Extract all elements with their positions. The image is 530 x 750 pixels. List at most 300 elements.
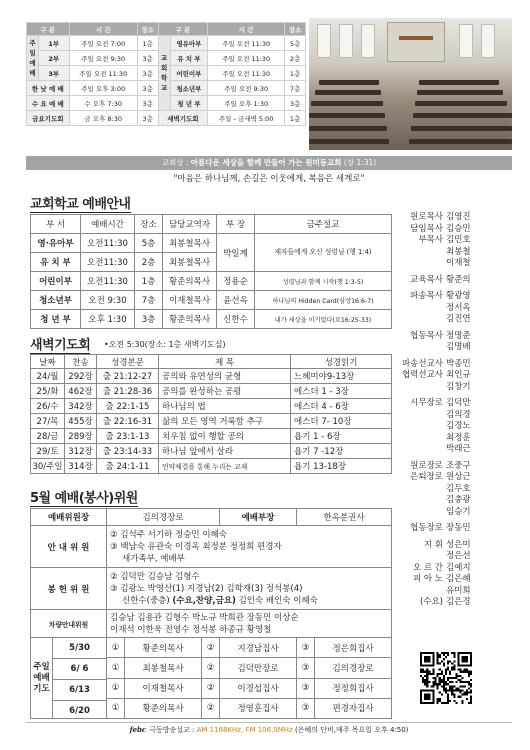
- car-members-1: 김승남 김용관 김형수 박노규 박희관 장동민 이상순: [110, 612, 299, 623]
- qr-module: [441, 673, 443, 675]
- footer-broadcast: [26, 722, 512, 736]
- qr-module: [470, 702, 472, 704]
- school-head: 정용순: [217, 272, 255, 291]
- qr-module: [464, 681, 466, 683]
- staff-role: 협동장로: [410, 523, 443, 533]
- committee-title-text: 5월 예배(봉사)위원: [30, 491, 138, 506]
- staff-row: [400, 303, 510, 315]
- school-group-label: 교회학교: [158, 36, 170, 111]
- qr-module: [455, 702, 457, 704]
- staff-role: 은퇴장로: [410, 472, 443, 482]
- qr-module: [443, 702, 445, 704]
- qr-module: [455, 673, 457, 675]
- staff-row: [400, 540, 510, 552]
- qr-module: [422, 679, 424, 681]
- col-header: 부 서: [31, 215, 81, 234]
- service-place: 3층: [137, 111, 158, 126]
- staff-name: 최인규: [446, 370, 471, 380]
- qr-module: [439, 698, 441, 700]
- qr-module: [445, 673, 447, 675]
- qr-module: [470, 698, 472, 700]
- offering-members-3: 김광노 박영산(1) 지경남(2) 김학재(3) 정석봉(4): [120, 583, 303, 594]
- col-header: 시 간: [208, 23, 285, 36]
- staff-row: [400, 551, 510, 563]
- school-sermon: 내가 세상을 이기었다(요16:25-33): [255, 310, 392, 329]
- qr-module: [470, 673, 472, 675]
- dawn-reading: 에스더 7- 10장: [291, 414, 392, 429]
- qr-module: [445, 652, 447, 654]
- staff-role: [400, 342, 446, 354]
- col-header: 구 분: [158, 23, 208, 36]
- qr-module: [443, 662, 445, 664]
- dawn-reading: 욥기 7 -12장: [291, 444, 392, 459]
- prayer-person: 김의경장로: [315, 658, 392, 678]
- qr-module: [443, 677, 445, 679]
- qr-module: [470, 692, 472, 694]
- service-name: 금요기도회: [27, 111, 70, 126]
- qr-module: [447, 696, 449, 698]
- footer-frequency: AM 1188KHz, FM 106.9MHz: [196, 726, 293, 734]
- qr-module: [460, 692, 462, 694]
- staff-role: 부목사: [418, 235, 443, 245]
- qr-module: [441, 652, 443, 654]
- service-name: 영유아부: [170, 36, 208, 51]
- footer-schedule: (은혜의 단비,매주 목요일 오후 4:50): [292, 726, 409, 734]
- qr-module: [426, 681, 428, 683]
- qr-module: [468, 675, 470, 677]
- qr-module: [443, 689, 445, 691]
- prayer-date: 6/20: [69, 706, 90, 716]
- staff-row: [400, 523, 510, 535]
- qr-module: [443, 683, 445, 685]
- qr-module: [428, 673, 430, 675]
- prayer-no: ③: [297, 638, 315, 658]
- qr-module: [447, 677, 449, 679]
- qr-module: [420, 669, 422, 671]
- col-header: 장소: [285, 23, 306, 36]
- worship-schedule-table: [26, 22, 306, 126]
- qr-module: [447, 683, 449, 685]
- dawn-reading: 느헤미야9-13장: [291, 369, 392, 384]
- staff-row: [400, 382, 510, 394]
- service-place: 3층: [137, 81, 158, 96]
- staff-name: 김두호: [446, 483, 471, 494]
- qr-module: [443, 654, 445, 656]
- qr-module: [445, 671, 447, 673]
- service-time: 주일 오후 3:00: [69, 81, 137, 96]
- qr-module: [455, 681, 457, 683]
- prayer-no: ③: [297, 678, 315, 698]
- service-time: 주일 - 금새벽 5:00: [208, 111, 285, 126]
- staff-row: [400, 224, 510, 236]
- school-head: 신한수: [217, 310, 255, 329]
- qr-module: [470, 683, 472, 685]
- staff-row: [400, 331, 510, 343]
- staff-row: [400, 247, 510, 259]
- staff-row: [400, 597, 510, 609]
- col-header: 금주설교: [255, 215, 392, 234]
- staff-row: [400, 421, 510, 433]
- staff-role: [400, 410, 446, 422]
- school-time: 오전 9:30: [81, 291, 135, 310]
- qr-module: [470, 689, 472, 691]
- qr-module: [451, 689, 453, 691]
- staff-name: 최봉철: [446, 246, 471, 257]
- qr-module: [441, 685, 443, 687]
- qr-module: [441, 660, 443, 662]
- qr-module: [451, 667, 453, 669]
- qr-module: [443, 681, 445, 683]
- staff-name: 원상근: [446, 472, 471, 482]
- staff-name: 박래근: [446, 444, 471, 454]
- sanctuary-photo: [309, 18, 512, 150]
- school-place: 1층: [135, 272, 163, 291]
- qr-module: [439, 700, 441, 702]
- staff-role: [400, 433, 446, 445]
- guide-members-3: 백남숙 유관숙 이경옥 최정분 정정희 편경자: [120, 541, 282, 552]
- staff-name: 김승민: [446, 223, 471, 234]
- qr-module: [462, 677, 464, 679]
- qr-module: [426, 671, 428, 673]
- service-time: 주일 오전 11:30: [208, 36, 285, 51]
- dawn-date: 25/화: [31, 384, 65, 399]
- qr-module: [437, 698, 439, 700]
- school-place: 7층: [135, 291, 163, 310]
- col-header: 제 목: [159, 355, 291, 369]
- qr-module: [420, 675, 422, 677]
- school-time: 오전11:30: [81, 234, 135, 253]
- staff-row: [400, 314, 510, 326]
- qr-module: [466, 681, 468, 683]
- school-head: 윤선옥: [217, 291, 255, 310]
- qr-module: [449, 689, 451, 691]
- prayer-date: 5/30: [53, 638, 106, 659]
- footer-label: 극동방송설교 :: [149, 726, 197, 734]
- staff-name: 정은선: [446, 551, 471, 561]
- qr-module: [445, 702, 447, 704]
- qr-module: [457, 669, 459, 671]
- staff-name: 김은경: [446, 597, 471, 607]
- qr-module: [439, 677, 441, 679]
- qr-module: [449, 681, 451, 683]
- service-name: 유 치 부: [170, 51, 208, 66]
- school-pastor: 이재철목사: [163, 291, 217, 310]
- qr-module: [445, 689, 447, 691]
- qr-module: [437, 702, 439, 704]
- prayer-person: 지경남집사: [220, 638, 297, 658]
- staff-row: [400, 410, 510, 422]
- col-header: 담당교역자: [163, 215, 217, 234]
- febc-logo: febc: [129, 725, 147, 734]
- qr-module: [426, 675, 428, 677]
- qr-module: [453, 696, 455, 698]
- staff-row: [400, 574, 510, 586]
- staff-role: 지 휘: [423, 539, 443, 550]
- staff-name: 김의경: [446, 409, 471, 420]
- qr-module: [443, 687, 445, 689]
- col-header: 날짜: [31, 355, 65, 369]
- service-name: 1부: [39, 36, 70, 51]
- staff-role: 시무장로: [410, 398, 443, 408]
- qr-module: [449, 700, 451, 702]
- qr-module: [426, 685, 428, 687]
- staff-role: [400, 444, 446, 456]
- dawn-title: 치우침 없이 행할 공의: [159, 429, 291, 444]
- staff-name: 정서옥: [446, 302, 471, 313]
- qr-module: [457, 687, 459, 689]
- staff-role: 담임목사: [410, 223, 443, 234]
- qr-module: [466, 669, 468, 671]
- qr-module: [426, 677, 428, 679]
- dawn-text: 출 22:16-31: [97, 414, 159, 429]
- staff-row: [400, 507, 510, 519]
- prayer-no: ①: [107, 678, 125, 698]
- staff-row: [400, 433, 510, 445]
- dawn-hymn: 312장: [65, 444, 97, 459]
- qr-module: [457, 679, 459, 681]
- service-time: 주일 오전 11:30: [69, 66, 137, 81]
- qr-module: [466, 698, 468, 700]
- committee-table: [30, 508, 392, 719]
- col-header: 예배시간: [81, 215, 135, 234]
- qr-module: [468, 673, 470, 675]
- staff-name: 유미희: [446, 585, 471, 596]
- staff-role: 피 아 노: [412, 574, 443, 584]
- guide-label: 안 내 위 원: [31, 526, 107, 568]
- qr-module: [470, 685, 472, 687]
- qr-module: [453, 667, 455, 669]
- qr-module: [453, 656, 455, 658]
- qr-module: [464, 671, 466, 673]
- qr-module: [443, 685, 445, 687]
- vice-label: 예배부장: [220, 509, 297, 526]
- qr-code[interactable]: [420, 652, 472, 704]
- service-name: 2부: [39, 51, 70, 66]
- qr-module: [437, 675, 439, 677]
- dawn-hymn: 342장: [65, 399, 97, 414]
- dawn-date: 26/수: [31, 399, 65, 414]
- qr-module: [439, 654, 441, 656]
- qr-module: [422, 669, 424, 671]
- school-pastor: 황준의목사: [163, 310, 217, 329]
- service-name: 어린이부: [170, 66, 208, 81]
- qr-module: [443, 675, 445, 677]
- qr-module: [443, 658, 445, 660]
- car-label: 차량안내위원: [31, 610, 107, 638]
- qr-module: [451, 662, 453, 664]
- col-header: 성경본문: [97, 355, 159, 369]
- dawn-text: 출 23:14-33: [97, 444, 159, 459]
- staff-row: [400, 472, 510, 484]
- staff-name: 장동민: [446, 523, 471, 533]
- qr-module: [447, 654, 449, 656]
- qr-module: [443, 679, 445, 681]
- qr-module: [468, 702, 470, 704]
- prayer-label-cell: [31, 638, 107, 719]
- prayer-person: 편경자집사: [315, 698, 392, 718]
- staff-row: [400, 398, 510, 410]
- qr-module: [447, 702, 449, 704]
- qr-module: [424, 671, 426, 673]
- qr-module: [420, 671, 422, 673]
- service-place: 3층: [137, 51, 158, 66]
- staff-role: [400, 551, 446, 563]
- qr-module: [439, 683, 441, 685]
- staff-name: 김경노: [446, 421, 471, 431]
- motto-ref: (창 1:31): [341, 158, 377, 167]
- qr-module: [422, 677, 424, 679]
- qr-module: [435, 679, 437, 681]
- dawn-title: 언약체결을 통해 누리는 교제: [159, 459, 291, 474]
- offering-services: (수요,찬양,금요): [172, 595, 236, 606]
- qr-module: [430, 673, 432, 675]
- dawn-table: [30, 354, 392, 474]
- qr-module: [453, 677, 455, 679]
- qr-module: [430, 685, 432, 687]
- dawn-text: 출 22:1-15: [97, 399, 159, 414]
- qr-module: [443, 664, 445, 666]
- school-dept: 유 치 부: [31, 253, 81, 272]
- qr-module: [437, 700, 439, 702]
- qr-module: [460, 679, 462, 681]
- qr-module: [451, 694, 453, 696]
- qr-module: [447, 667, 449, 669]
- qr-module: [439, 669, 441, 671]
- car-members: [107, 610, 392, 638]
- staff-role: 파송선교사: [401, 358, 443, 369]
- service-time: 주일 오전 11:30: [208, 51, 285, 66]
- col-header: 시 간: [69, 23, 137, 36]
- qr-module: [422, 681, 424, 683]
- staff-role: [400, 382, 446, 394]
- qr-module: [426, 679, 428, 681]
- dawn-hymn: 462장: [65, 384, 97, 399]
- prayer-person: 정정희집사: [315, 678, 392, 698]
- qr-module: [466, 689, 468, 691]
- qr-module: [453, 685, 455, 687]
- qr-module: [460, 696, 462, 698]
- staff-role: 협력선교사: [401, 370, 443, 380]
- school-sermon: 성령님과 함께 시작(행 1:3-5): [255, 272, 392, 291]
- dawn-title: 공의와 유연성의 균형: [159, 369, 291, 384]
- qr-module: [468, 692, 470, 694]
- qr-module: [470, 671, 472, 673]
- qr-module: [439, 673, 441, 675]
- qr-module: [447, 679, 449, 681]
- qr-module: [464, 692, 466, 694]
- offering-members-3c: 김인숙 배인숙 이혜숙: [235, 595, 318, 606]
- staff-role: 파송목사: [410, 291, 443, 301]
- school-pastor: 최봉철목사: [163, 234, 217, 253]
- qr-module: [437, 673, 439, 675]
- school-head: 박일계: [217, 234, 255, 272]
- qr-module: [453, 654, 455, 656]
- qr-module: [468, 683, 470, 685]
- dawn-date: 30/주일: [31, 459, 65, 474]
- qr-module: [447, 652, 449, 654]
- dawn-title: 삶의 모든 영역 거룩함 추구: [159, 414, 291, 429]
- qr-module: [451, 687, 453, 689]
- offering-members-2: 김덕만 김승남 김형수: [120, 571, 200, 582]
- qr-module: [460, 685, 462, 687]
- qr-module: [460, 669, 462, 671]
- offering-members-3b: 신한수(중층): [122, 595, 173, 606]
- dawn-reading: 에스더 1 - 3장: [291, 384, 392, 399]
- staff-role: 협동목사: [410, 330, 443, 341]
- staff-role: [400, 303, 446, 315]
- qr-module: [460, 681, 462, 683]
- prayer-no: ③: [297, 698, 315, 718]
- qr-module: [426, 669, 428, 671]
- service-name: 수 요 예 배: [27, 96, 70, 111]
- school-dept: 영·유아부: [31, 234, 81, 253]
- dawn-title-text: 새벽기도회: [30, 338, 91, 353]
- qr-module: [437, 683, 439, 685]
- qr-module: [447, 698, 449, 700]
- qr-module: [453, 669, 455, 671]
- staff-role: 교육목사: [410, 274, 443, 285]
- service-place: 2층: [285, 51, 306, 66]
- school-pastor: 최봉철목사: [163, 253, 217, 272]
- motto-text: 아름다운 세상을 함께 만들어 가는 원미동교회: [190, 158, 342, 167]
- col-header: 성경읽기: [291, 355, 392, 369]
- church-motto-band: [26, 156, 512, 170]
- motto-prefix: 교회상 :: [161, 158, 191, 167]
- prayer-person: 정은희집사: [315, 638, 392, 658]
- staff-name: 이재철: [446, 258, 471, 268]
- qr-module: [451, 685, 453, 687]
- qr-module: [464, 694, 466, 696]
- staff-name: 김명배: [446, 342, 471, 352]
- qr-module: [439, 662, 441, 664]
- staff-role: 원로장로: [410, 460, 443, 471]
- qr-module: [449, 660, 451, 662]
- prayer-no: ①: [107, 658, 125, 678]
- staff-name: 김충광: [446, 495, 471, 505]
- dawn-text: 출 24:1-11: [97, 459, 159, 474]
- service-place: 3층: [285, 96, 306, 111]
- qr-module: [451, 692, 453, 694]
- col-header: 찬송: [65, 355, 97, 369]
- dawn-hymn: 289장: [65, 429, 97, 444]
- qr-module: [428, 681, 430, 683]
- staff-row: [400, 461, 510, 473]
- prayer-date: 6/13: [53, 680, 106, 701]
- qr-module: [462, 694, 464, 696]
- qr-module: [462, 685, 464, 687]
- qr-module: [455, 675, 457, 677]
- staff-row: [400, 563, 510, 575]
- car-members-2: 이재석 이한욱 전영수 정석봉 하종규 황영철: [110, 624, 272, 635]
- qr-module: [451, 669, 453, 671]
- staff-role: [400, 258, 446, 270]
- qr-module: [453, 652, 455, 654]
- qr-module: [453, 664, 455, 666]
- staff-row: [400, 484, 510, 496]
- qr-module: [462, 671, 464, 673]
- prayer-no: ②: [202, 638, 220, 658]
- qr-module: [441, 702, 443, 704]
- staff-row: [400, 235, 510, 247]
- qr-module: [432, 677, 434, 679]
- staff-name: 김민호: [446, 235, 471, 245]
- qr-module: [462, 689, 464, 691]
- chair-name: 김의경장로: [107, 509, 220, 526]
- qr-module: [449, 677, 451, 679]
- col-header: 부 장: [217, 215, 255, 234]
- service-time: 주일 오후 1:30: [208, 96, 285, 111]
- prayer-no: ②: [202, 678, 220, 698]
